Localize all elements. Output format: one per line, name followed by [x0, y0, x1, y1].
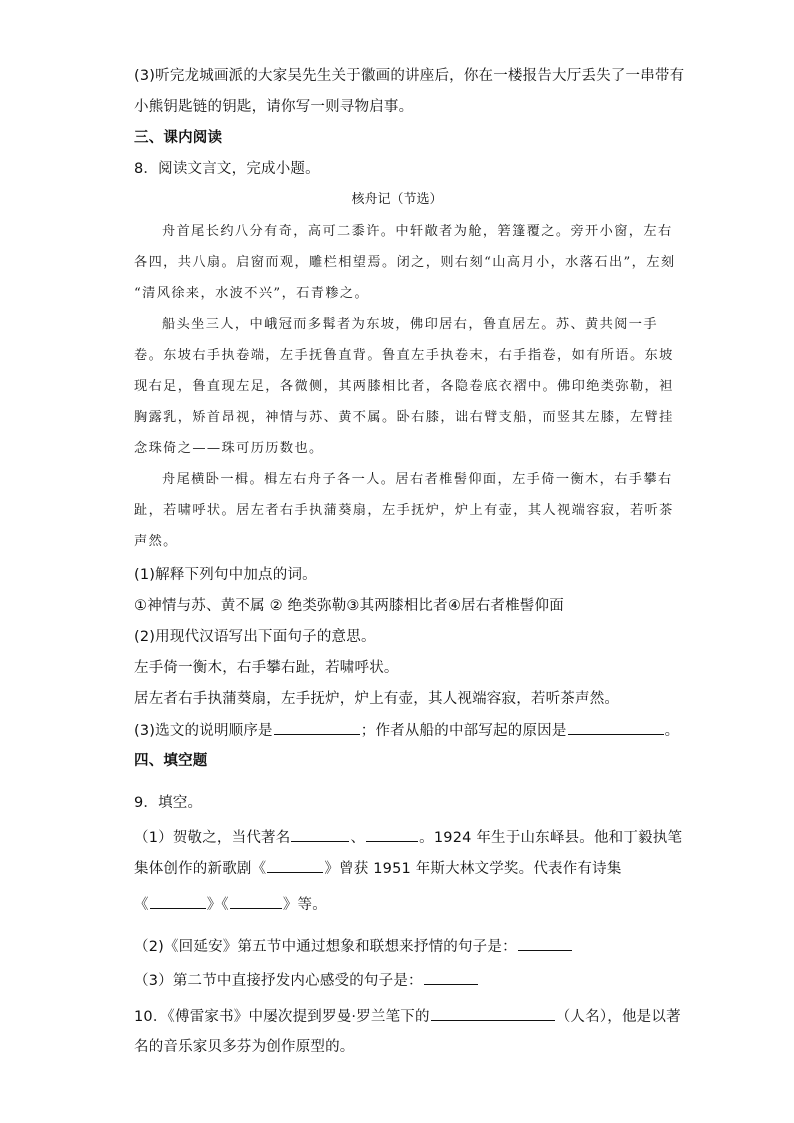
question-9-1-text: 《: [134, 897, 149, 913]
question-9-1-text: 、: [350, 830, 366, 846]
question-8-2-prompt: (2)用现代汉语写出下面句子的意思。: [134, 629, 376, 645]
passage-line: “清风徐来，水波不兴”，石青糁之。: [134, 286, 370, 301]
question-9-1-text: 。1924 年生于山东峄县。他和丁毅执笔: [419, 830, 683, 846]
question-9-3-text: （3）第二节中直接抒发内心感受的句子是：: [134, 973, 423, 989]
question-8-3: [134, 720, 679, 741]
passage-line: 卷。东坡右手执卷端，左手抚鲁直背。鲁直左手执卷末，右手指卷，如有所语。东坡: [134, 348, 674, 363]
answer-blank[interactable]: [568, 720, 664, 735]
answer-blank[interactable]: [230, 894, 282, 909]
question-8-3-text: 。: [664, 723, 680, 739]
answer-blank[interactable]: [150, 894, 206, 909]
question-9-1-line-2: [134, 858, 622, 879]
question-8-3-text: ；作者从船的中部写起的原因是: [360, 723, 567, 739]
question-10-line-1: [134, 1006, 681, 1027]
question-8-1-prompt: (1)解释下列句中加点的词。: [134, 567, 317, 583]
question-7-3-line-1: (3)听完龙城画派的大家吴先生关于徽画的讲座后，你在一楼报告大厅丢失了一串带有: [134, 68, 685, 84]
question-9-stem: 9．填空。: [134, 795, 203, 811]
question-9-1-line-1: [134, 827, 682, 848]
answer-blank[interactable]: [518, 936, 572, 951]
passage-line: 趾，若啸呼状。居左者右手执蒲葵扇，左手抚炉，炉上有壶，其人视端容寂，若听茶: [134, 503, 674, 518]
question-8-2-sentence-1: 左手倚一衡木，右手攀右趾，若啸呼状。: [134, 660, 399, 676]
passage-line: 舟尾横卧一楫。楫左右舟子各一人。居右者椎髻仰面，左手倚一衡木，右手攀右: [162, 472, 673, 487]
passage-title: 核舟记（节选）: [351, 192, 443, 207]
question-9-2-text: （2)《回延安》第五节中通过想象和联想来抒情的句子是：: [134, 939, 517, 955]
passage-line: 船头坐三人，中峨冠而多髯者为东坡，佛印居右，鲁直居左。苏、黄共阅一手: [162, 317, 658, 332]
question-8-stem: 8．阅读文言文，完成小题。: [134, 161, 320, 177]
question-9-1-text: 》《: [206, 897, 229, 913]
question-9-1-line-3: [134, 894, 327, 915]
question-8-2-sentence-2: 居左者右手执蒲葵扇，左手抚炉，炉上有壶，其人视端容寂，若听茶声然。: [134, 691, 620, 707]
section-3-heading: 三、课内阅读: [134, 130, 223, 146]
question-10-text: 10．《傅雷家书》中屡次提到罗曼·罗兰笔下的: [134, 1009, 430, 1025]
answer-blank[interactable]: [291, 827, 349, 842]
question-9-1-text: 》等。: [282, 897, 327, 913]
question-8-1-items: ①神情与苏、黄不属 ② 绝类弥勒③其两膝相比者④居右者椎髻仰面: [134, 598, 564, 614]
question-9-2: [134, 936, 573, 957]
question-7-3-line-2: 小熊钥匙链的钥匙，请你写一则寻物启事。: [134, 99, 414, 115]
passage-line: 声然。: [134, 534, 178, 549]
question-10-text: （人名），他是以著: [555, 1009, 681, 1025]
passage-line: 胸露乳，矫首昂视，神情与苏、黄不属。卧右膝，诎右臂支船，而竖其左膝，左臂挂: [134, 410, 674, 425]
question-9-1-text: 集体创作的新歌剧《: [134, 861, 267, 877]
passage-line: 现右足，鲁直现左足，各微侧，其两膝相比者，各隐卷底衣褶中。佛印绝类弥勒，袒: [134, 379, 674, 394]
question-8-3-text: (3)选文的说明顺序是: [134, 723, 273, 739]
question-9-1-text: （1）贺敬之，当代著名: [134, 830, 291, 846]
question-10-line-2: 名的音乐家贝多芬为创作原型的。: [134, 1039, 355, 1055]
answer-blank[interactable]: [431, 1006, 555, 1021]
question-9-3: [134, 970, 479, 991]
answer-blank[interactable]: [274, 720, 360, 735]
passage-line: 念珠倚之——珠可历历数也。: [134, 441, 324, 456]
section-4-heading: 四、填空题: [134, 753, 208, 769]
answer-blank[interactable]: [366, 827, 418, 842]
answer-blank[interactable]: [267, 858, 323, 873]
passage-line: 舟首尾长约八分有奇，高可二黍许。中轩敞者为舱，箬篷覆之。旁开小窗，左右: [162, 224, 673, 239]
question-9-1-text: 》曾获 1951 年斯大林文学奖。代表作有诗集: [324, 861, 622, 877]
answer-blank[interactable]: [424, 970, 478, 985]
passage-line: 各四，共八扇。启窗而观，雕栏相望焉。闭之，则右刻“山高月小，水落石出”，左刻: [134, 255, 676, 270]
